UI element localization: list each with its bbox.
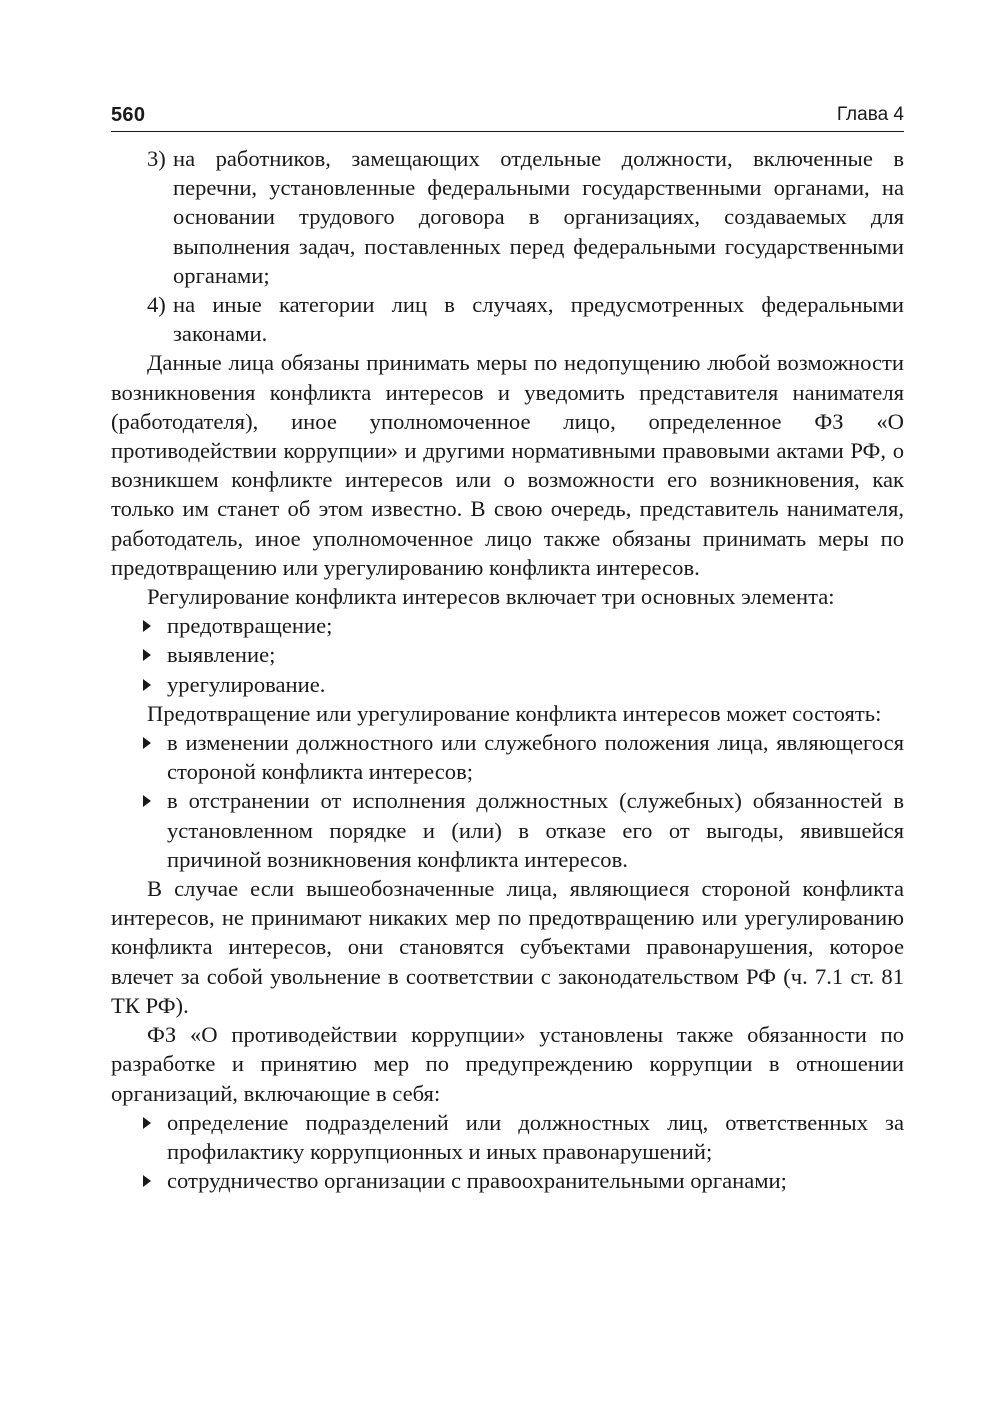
triangle-bullet-icon [143, 737, 151, 749]
numbered-item-3 [111, 144, 904, 290]
running-header [111, 97, 904, 132]
item-number: 4) [147, 292, 166, 318]
list-item-text: определение подразделений или должностных лиц, ответственных за профилактику коррупционных и иных правонарушений; [167, 1109, 904, 1164]
triangle-bullet-icon [143, 649, 151, 661]
paragraph-prevention: Предотвращение или урегулирование конфликта интересов может состоять: [147, 700, 882, 726]
list-item [111, 728, 904, 786]
list-item [111, 1108, 904, 1166]
triangle-bullet-icon [143, 795, 151, 807]
list-item [111, 786, 904, 874]
page-body [111, 144, 904, 1195]
list-item-text: сотрудничество организации с правоохранительными органами; [167, 1168, 787, 1194]
list-item-text: урегулирование. [167, 671, 326, 697]
list-item-text: выявление; [167, 642, 276, 668]
paragraph-regulation-elements: Регулирование конфликта интересов включает три основных элемента: [147, 584, 835, 610]
item-number: 3) [147, 146, 166, 171]
list-item-text: в отстранении от исполнения должностных (служебных) обязанностей в установленном порядке и (или) в отказе его от выгоды, явившейся причиной возникновения конфликта интересов. [167, 788, 904, 872]
paragraph-liability: В случае если вышеобозначенные лица, являющиеся стороной конфликта интересов, не принимают никаких мер по предотвращению или урегулированию конфликта интересов, они становятся субъектами правонарушения, которое влечет за собой увольнение в соответствии с законодательством РФ (ч. 7.1 ст. 81 ТК РФ). [111, 876, 904, 1018]
triangle-bullet-icon [143, 1175, 151, 1187]
list-item [111, 640, 904, 669]
list-item [111, 1166, 904, 1195]
list-item-text: предотвращение; [167, 613, 333, 639]
numbered-item-4 [111, 290, 904, 348]
paragraph-duties: Данные лица обязаны принимать меры по недопущению любой возможности возникновения конфликта интересов и уведомить представителя нанимателя (работодателя), иное уполномоченное лицо, определенное ФЗ «О противодействии коррупции» и другими нормативными правовыми актами РФ, о возникшем конфликте интересов или о возможности его возникновения, как только им станет об этом известно. В свою очередь, представитель нанимателя, работодатель, иное уполномоченное лицо также обязаны принимать меры по предотвращению или урегулированию конфликта интересов. [111, 350, 904, 580]
item-text: на иные категории лиц в случаях, предусмотренных федеральными законами. [173, 292, 904, 347]
triangle-bullet-icon [143, 679, 151, 691]
triangle-bullet-icon [143, 1117, 151, 1129]
book-page [111, 97, 904, 1195]
triangle-bullet-icon [143, 620, 151, 632]
list-item [111, 670, 904, 699]
item-text: на работников, замещающих отдельные должности, включенные в перечни, установленные федеральными государственными органами, на основании трудового договора в организациях, создаваемых для выполнения задач, поставленных перед федеральными государственными органами; [173, 146, 904, 288]
list-item-text: в изменении должностного или служебного положения лица, являющегося стороной конфликта интересов; [167, 730, 904, 785]
page-number: 560 [111, 104, 146, 126]
chapter-label: Глава 4 [836, 104, 904, 125]
paragraph-organization-duties: ФЗ «О противодействии коррупции» установлены также обязанности по разработке и принятию мер по предупреждению коррупции в отношении организаций, включающие в себя: [111, 1022, 904, 1106]
list-item [111, 611, 904, 640]
